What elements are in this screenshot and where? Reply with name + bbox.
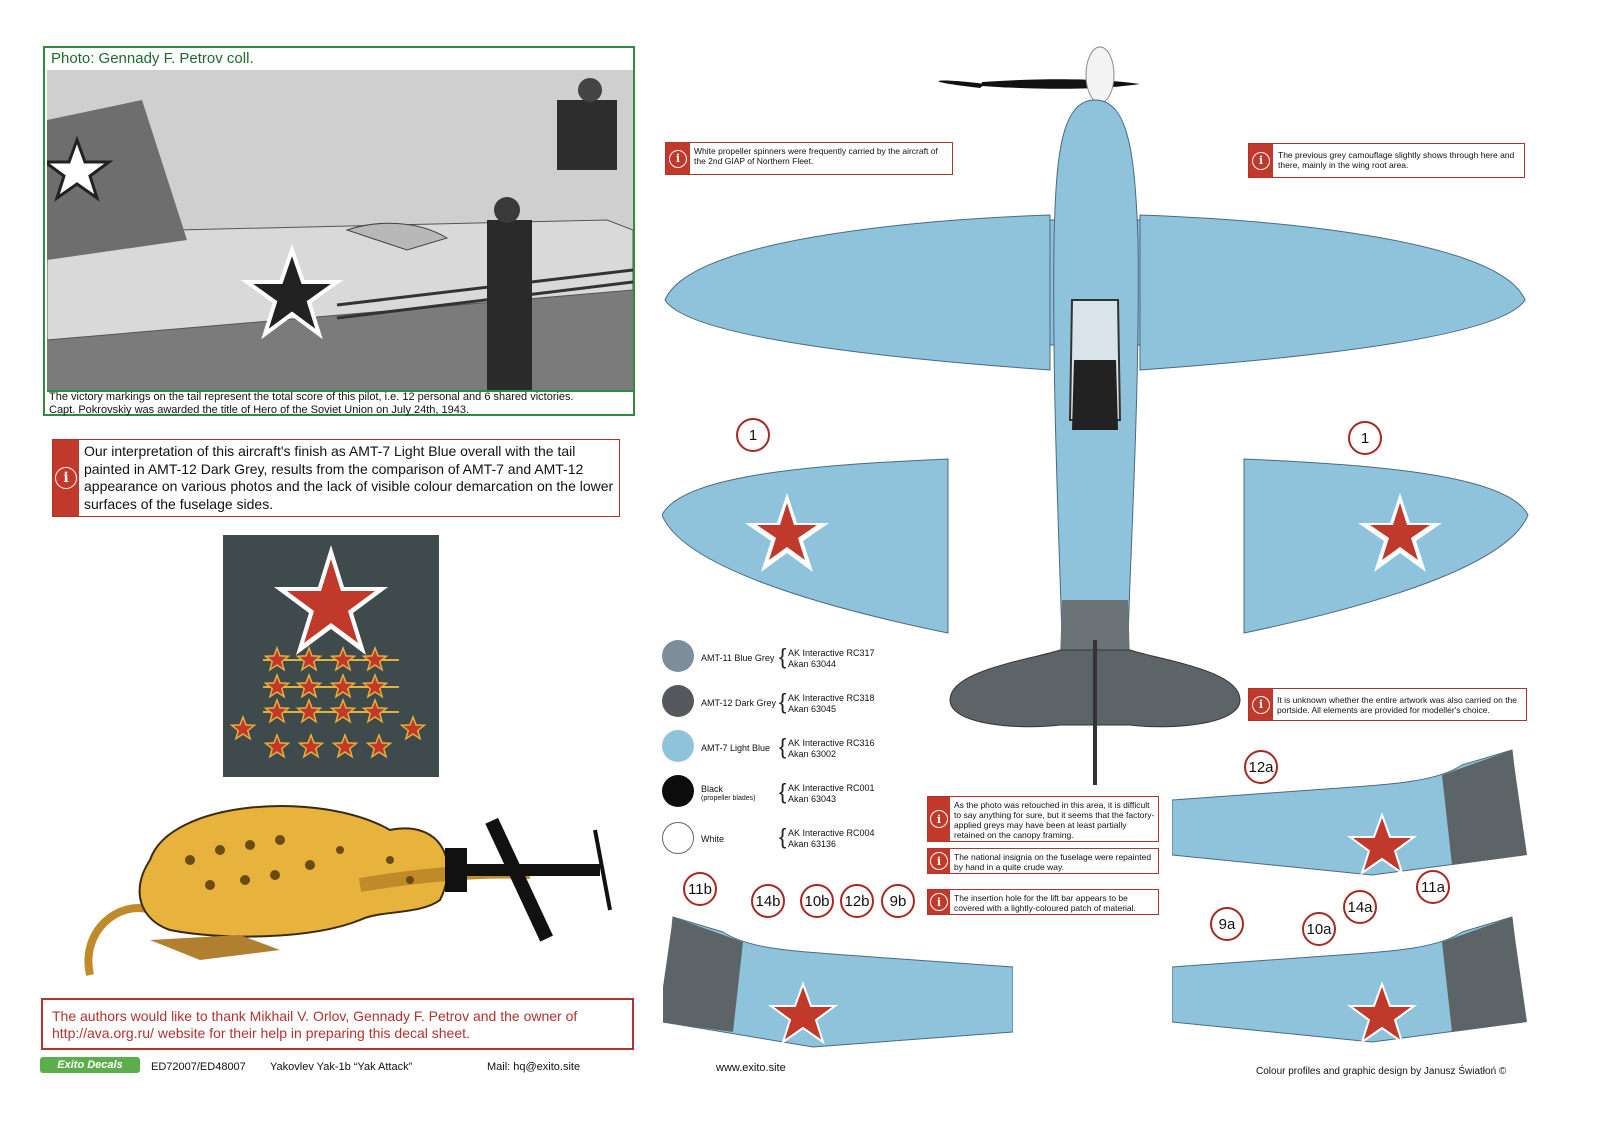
note-portside [1248,688,1527,721]
victory-star [402,717,425,739]
product-title: Yakovlev Yak-1b “Yak Attack” [270,1061,413,1073]
brand-name: Exito Decals [57,1059,123,1071]
victory-star [266,735,289,757]
swatch-codes [788,648,898,670]
victory-star [266,675,289,697]
callout-label: 9b [889,892,907,910]
victory-star [364,700,387,722]
victory-star [332,648,355,670]
code-akan: Akan 63043 [788,794,837,804]
victory-star [300,735,323,757]
callout-label: 1 [1360,429,1370,447]
swatch-sublabel: (propeller blades) [701,795,756,802]
info-tab [928,890,950,914]
info-tab [928,797,950,841]
callout-1-right [1348,421,1382,455]
product-code: ED72007/ED48007 [151,1061,246,1073]
swatch-2 [662,730,694,762]
swatch-codes [788,693,898,715]
callout-label: 10a [1306,920,1332,938]
callout-1-left [736,418,770,452]
info-tab [1249,144,1273,177]
victory-emblem [223,535,439,777]
swatch-label: AMT-7 Light Blue [701,743,771,753]
swatch-codes [788,828,898,850]
info-icon: i [930,893,948,911]
photo-image [47,70,633,390]
info-icon: i [930,852,948,870]
swatch-label: AMT-12 Dark Grey [701,698,777,708]
note-spinners [665,142,953,175]
swatch-3 [662,775,694,807]
caption-line-2: Capt. Pokrovskiy was awarded the title of Hero of the Soviet Union on July 24th, 1943. [49,404,470,416]
swatch-0 [662,640,694,672]
historic-photo [47,70,633,392]
note-text: The previous grey camouflage slightly shows through here and there, mainly in the wing root area. [1278,150,1515,170]
swatch-1 [662,685,694,717]
note-text: The national insignia on the fuselage were repainted by hand in a quite crude way. [954,852,1152,872]
left-wing-underside [662,455,950,635]
code-akan: Akan 63002 [788,749,837,759]
callout-12b [840,884,874,918]
callout-label: 1 [748,426,758,444]
note-grey-camo [1248,143,1525,178]
victory-star [232,717,255,739]
victory-star [332,675,355,697]
design-credit: Colour profiles and graphic design by Janusz Światłoń © [1256,1066,1507,1077]
callout-label: 12b [844,892,870,910]
info-icon: i [1252,152,1270,170]
callout-11b [683,872,717,906]
thanks-text: The authors would like to thank Mikhail V. Orlov, Gennady F. Petrov and the owner of http://ava.org.ru/ website for their help in preparing this decal sheet. [52,1008,578,1041]
victory-stars-artwork [223,535,439,777]
note-retouched [927,796,1159,842]
brace-icon: { [779,779,787,804]
interpretation-text: Our interpretation of this aircraft's finish as AMT-7 Light Blue overall with the tail painted in AMT-12 Dark Grey, results from the comparison of AMT-7 and AMT-12 appearance on various photos and the lack of visible colour demarcation on the lower surfaces of the fuselage sides. [84,443,614,512]
interpretation-note [52,439,620,517]
starboard-profile-upper [1172,745,1532,885]
right-wing-underside [1242,455,1530,635]
callout-label: 14a [1347,898,1373,916]
code-akan: Akan 63136 [788,839,837,849]
brace-icon: { [779,644,787,669]
brace-icon: { [779,689,787,714]
swatch-label: White [701,834,725,844]
code-akan: Akan 63044 [788,659,837,669]
callout-label: 9a [1218,915,1236,933]
callout-label: 12a [1248,758,1274,776]
victory-star [266,700,289,722]
code-akan: Akan 63045 [788,704,837,714]
victory-star [266,648,289,670]
callout-9a [1210,907,1244,941]
callout-14b [751,884,785,918]
callout-12a [1244,750,1278,784]
photo-panel [43,46,635,416]
callout-10a [1302,912,1336,946]
victory-star [364,675,387,697]
code-ak: AK Interactive RC318 [788,693,875,703]
photo-caption [49,391,633,417]
leopard-artwork [60,790,630,990]
info-tab [666,143,690,174]
callout-label: 11b [688,880,712,898]
callout-label: 11a [1421,878,1445,896]
victory-star [334,735,357,757]
photo-credit: Photo: Gennady F. Petrov coll. [51,50,254,67]
info-icon: i [669,150,687,168]
victory-star [364,648,387,670]
note-text: As the photo was retouched in this area, it is difficult to say anything for sure, but it seems that the factory-applied greys may have been at least partially retained on the canopy framing. [954,800,1155,840]
swatch-codes [788,738,898,760]
brace-icon: { [779,734,787,759]
callout-label: 10b [804,892,830,910]
note-lift-bar [927,889,1159,915]
note-insignia [927,848,1159,874]
swatch-label: Black [701,784,724,794]
code-ak: AK Interactive RC004 [788,828,875,838]
colour-chart [662,638,902,860]
note-text: It is unknown whether the entire artwork was also carried on the portside. All elements are provided for modeller's choice. [1277,695,1518,715]
thanks-box [41,998,634,1050]
port-profile-lower [663,912,1013,1052]
victory-star [298,675,321,697]
contact-mail: Mail: hq@exito.site [487,1061,581,1073]
code-ak: AK Interactive RC316 [788,738,875,748]
code-ak: AK Interactive RC317 [788,648,875,658]
brace-icon: { [779,824,787,849]
callout-11a [1416,870,1450,904]
info-icon: i [55,467,77,489]
brand-logo [40,1057,140,1073]
victory-star [368,735,391,757]
info-tab [1249,689,1273,720]
callout-10b [800,884,834,918]
victory-star [332,700,355,722]
swatch-codes [788,783,898,805]
callout-label: 14b [755,892,781,910]
caption-line-1: The victory markings on the tail represent the total score of this pilot, i.e. 12 personal and 6 shared victories. [49,391,574,403]
callout-9b [881,884,915,918]
swatch-4 [662,822,694,854]
callout-14a [1343,890,1377,924]
code-ak: AK Interactive RC001 [788,783,875,793]
victory-star [298,700,321,722]
note-text: White propeller spinners were frequently carried by the aircraft of the 2nd GIAP of Northern Fleet. [694,146,938,166]
info-tab [928,849,950,873]
info-icon: i [1252,696,1270,714]
swatch-label: AMT-11 Blue Grey [701,653,775,663]
info-tab [53,440,79,516]
website-link[interactable]: www.exito.site [716,1062,786,1074]
note-text: The insertion hole for the lift bar appears to be covered with a lightly-coloured patch of material. [954,893,1136,913]
info-icon: i [930,810,948,828]
